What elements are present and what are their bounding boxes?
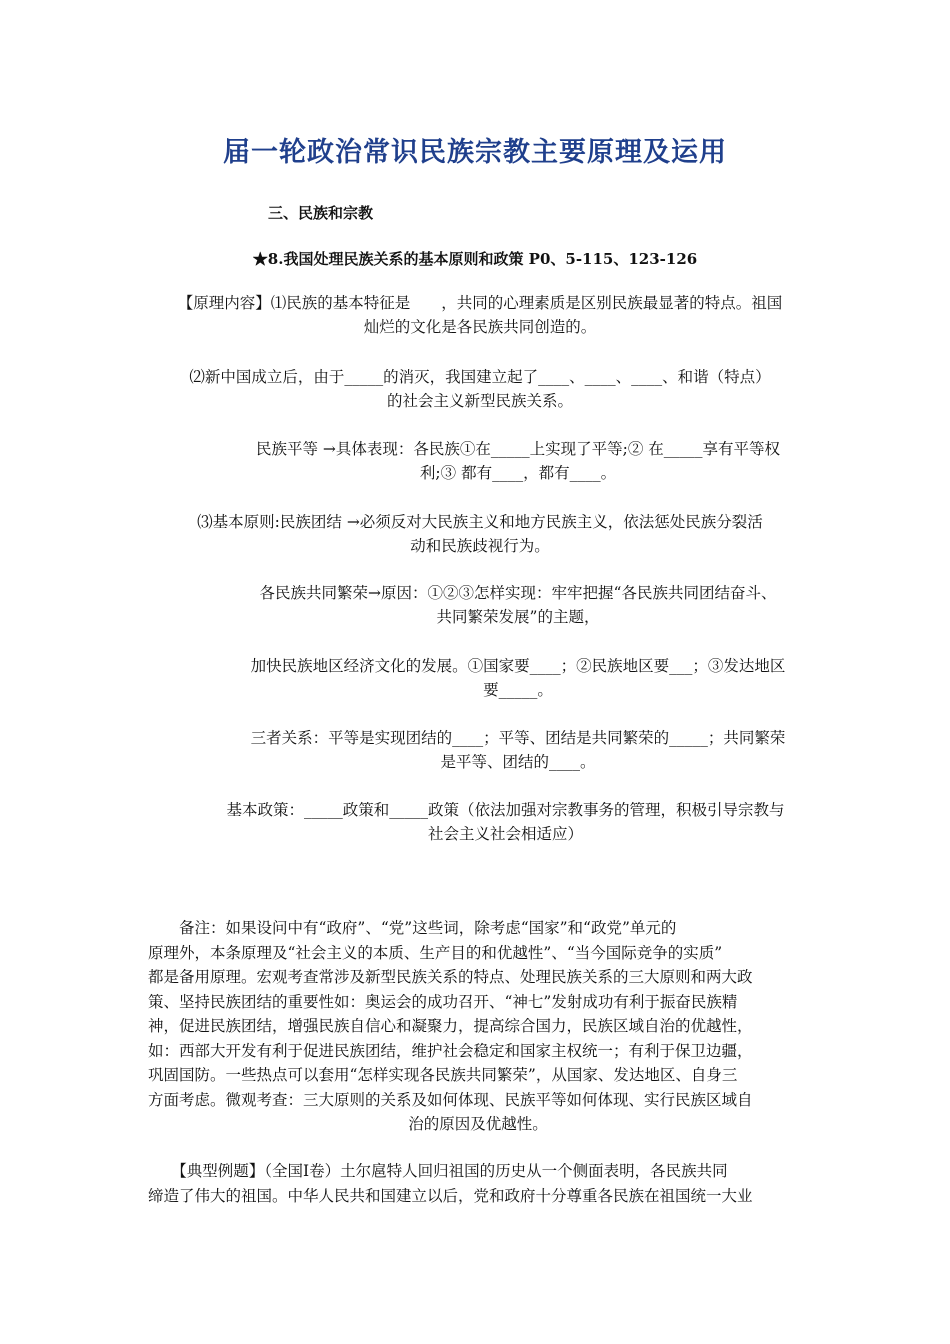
text-line: ⑵新中国成立后，由于_____的消灭，我国建立起了____、____、____、和谐（特点） (189, 368, 771, 386)
note-line: 都是备用原理。宏观考查常涉及新型民族关系的特点、处理民族关系的三大原则和两大政 (148, 968, 753, 986)
text-line: 灿烂的文化是各民族共同创造的。 (363, 318, 597, 336)
text-line: 动和民族歧视行为。 (410, 537, 550, 555)
text-line: 社会主义社会相适应） (427, 825, 583, 843)
section-heading: 三、民族和宗教 (268, 204, 374, 222)
text-line: 三者关系：平等是实现团结的____；平等、团结是共同繁荣的_____；共同繁荣 (250, 729, 786, 747)
note-line: 策、坚持民族团结的重要性如：奥运会的成功召开、“神七”发射成功有利于振奋民族精 (148, 992, 738, 1011)
note-line: 方面考虑。微观考查：三大原则的关系及如何体现、民族平等如何体现、实行民族区域自 (148, 1090, 753, 1109)
example-paragraph (148, 1159, 808, 1209)
text-line: 的社会主义新型民族关系。 (386, 392, 573, 410)
note-line: 神，促进民族团结，增强民族自信心和凝聚力，提高综合国力，民族区域自治的优越性， (148, 1017, 753, 1035)
principle-paragraph-8 (193, 798, 818, 846)
principle-paragraph-5 (218, 581, 818, 629)
text-line: 利;③ 都有____，都有____。 (419, 464, 617, 482)
note-paragraph (148, 916, 808, 1137)
text-line: 基本政策：_____政策和_____政策（依法加强对宗教事务的管理，积极引导宗教与 (226, 801, 785, 819)
text-line: 共同繁荣发展”的主题， (436, 608, 600, 626)
principle-paragraph-6 (218, 654, 818, 702)
principle-paragraph-1 (150, 291, 810, 339)
note-line: 如：西部大开发有利于促进民族团结，维护社会稳定和国家主权统一；有利于保卫边疆， (148, 1041, 753, 1060)
text-line: 加快民族地区经济文化的发展。①国家要____；②民族地区要___；③发达地区 (250, 657, 786, 675)
document-title: 届一轮政治常识民族宗教主要原理及运用 (223, 137, 727, 168)
note-line: 巩固国防。一些热点可以套用“怎样实现各民族共同繁荣”，从国家、发达地区、自身三 (148, 1066, 738, 1084)
topic-heading: ★8.我国处理民族关系的基本原则和政策 P0、5-115、123-126 (252, 250, 698, 268)
text-line: 各民族共同繁荣→原因：①②③怎样实现：牢牢把握“各民族共同团结奋斗、 (259, 584, 777, 602)
principle-paragraph-2 (150, 365, 810, 413)
example-line: 【典型例题】（全国Ⅰ卷）土尔扈特人回归祖国的历史从一个侧面表明，各民族共同 (148, 1162, 728, 1180)
note-line: 治的原因及优越性。 (408, 1115, 548, 1133)
principle-paragraph-4 (150, 510, 810, 558)
note-line: 原理外，本条原理及“社会主义的本质、生产目的和优越性”、“当今国际竞争的实质” (148, 943, 723, 962)
example-line: 缔造了伟大的祖国。中华人民共和国建立以后，党和政府十分尊重各民族在祖国统一大业 (148, 1187, 753, 1205)
text-line: 民族平等 →具体表现：各民族①在_____上实现了平等;② 在_____享有平等权 (255, 440, 781, 458)
text-line: 【原理内容】⑴民族的基本特征是 ，共同的心理素质是区别民族最显著的特点。祖国 (177, 294, 783, 312)
text-line: 要_____。 (483, 681, 553, 699)
text-line: 是平等、团结的____。 (440, 753, 596, 771)
note-line: 备注：如果设问中有“政府”、“党”这些词，除考虑“国家”和“政党”单元的 (148, 919, 677, 937)
principle-paragraph-7 (218, 726, 818, 774)
text-line: ⑶基本原则:民族团结 →必须反对大民族主义和地方民族主义，依法惩处民族分裂活 (197, 513, 763, 531)
principle-paragraph-3 (218, 437, 818, 485)
